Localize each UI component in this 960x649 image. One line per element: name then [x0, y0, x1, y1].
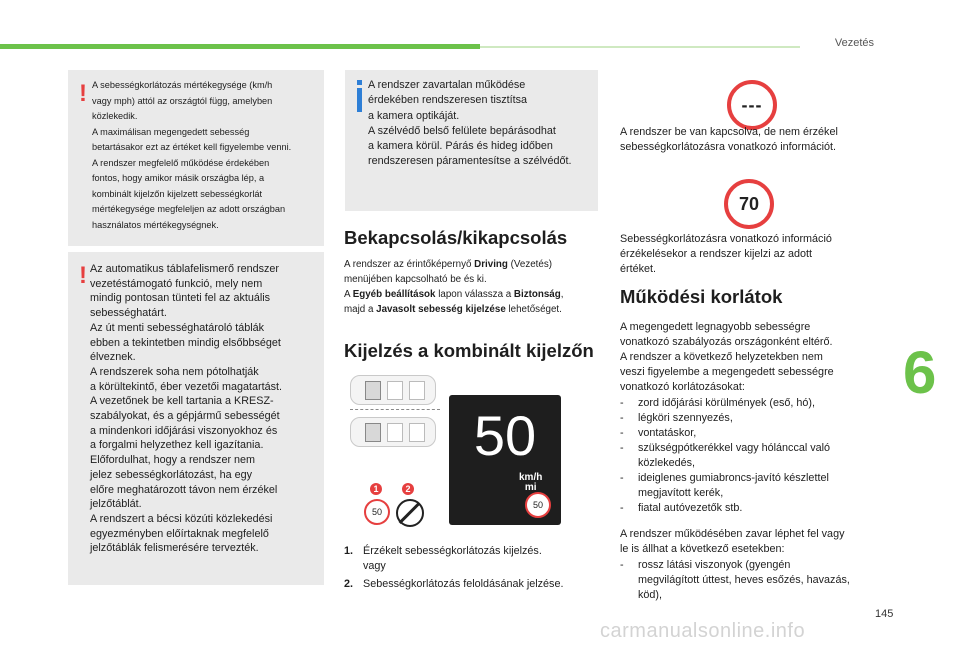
- speed-unit: km/h mi: [519, 472, 543, 493]
- list-item: - légköri szennyezés,: [620, 411, 880, 426]
- list-item: - zord időjárási körülmények (eső, hó),: [620, 396, 880, 411]
- warning-box-system: [68, 252, 324, 585]
- warning-text-units: A sebességkorlátozás mértékegysége (km/h vagy mph) attól az országtól függ, amelyben közlekedik. A maximálisan megengedett sebesség betartásakor ezt az értéket kell figyelembe venni. A rendszer megfelelő működése érdekében fontos, hogy amikor másik országba lép, a kombinált kijelzőn kijelzett sebességkorlát mértékegysége megfeleljen az adott országban használatos mértékegységnek.: [92, 80, 292, 230]
- list-item: - vontatáskor,: [620, 426, 880, 441]
- list-item: - rossz látási viszonyok (gyengén megvilágított úttest, heves esőzés, havazás, köd),: [620, 558, 880, 603]
- cluster-panel-bottom: [350, 417, 436, 447]
- warning-exclamation-icon: !: [79, 262, 87, 289]
- menu-driving: Driving: [474, 259, 508, 270]
- warning-text-system: Az automatikus táblafelismerő rendszer vezetéstámogató funkció, mely nem mindig pontosan tünteti fel az aktuális sebességhatárt. Az út menti sebességhatároló táblák ebben a tekintetben mindig elsőbbséget élveznek. A rendszerek soha nem pótolhatják a körültekintő, éber vezetői magatartást. A vezetőnek be kell tartania a KRESZ- szabályokat, és a gépjármű sebességét a mindenkori időjárási viszonyokhoz és a forgalmi helyzethez kell igazítania. Előfordulhat, hogy a rendszer nem jelez sebességkorlátozást, ha egy előre meghatározott távon nem érzékel jelzőtáblát. A rendszert a bécsi közúti közlekedési egyezményben előírtaknak megfelelő jelzőtáblák felismerésére tervezték.: [90, 263, 283, 555]
- heading-display: Kijelzés a kombinált kijelzőn: [344, 340, 594, 361]
- speed-limit-sign-icon: 50: [364, 499, 390, 525]
- cluster-panel-top: [350, 375, 436, 405]
- onoff-paragraph: A rendszer az érintőképernyő Driving (Vezetés) menüjében kapcsolható be és ki. A Egyéb beállítások lapon válassza a Biztonság, majd a Javasolt sebesség kijelzése lehetőséget.: [344, 259, 564, 315]
- option-safety: Biztonság: [513, 289, 561, 300]
- section-title: Vezetés: [834, 37, 874, 49]
- warning-exclamation-icon: !: [79, 80, 87, 107]
- info-text-camera: A rendszer zavartalan működése érdekében rendszeresen tisztítsa a kamera optikáját. A szélvédő belső felülete bepárásodhat a kamera körül. Párás és hideg időben rendszeresen páramentesítse a szélvédőt.: [368, 79, 572, 168]
- divider-dashed: [350, 409, 440, 410]
- no-limit-sign-icon: ---: [727, 80, 777, 130]
- header-green-bar: [0, 44, 480, 49]
- tab-other-settings: Egyéb beállítások: [352, 289, 436, 300]
- page-number: 145: [875, 608, 894, 620]
- end-of-limit-sign-icon: [396, 499, 424, 527]
- chapter-number: 6: [903, 339, 937, 406]
- cluster-illustration: [344, 365, 600, 535]
- list-item: - szükségpótkerékkel vagy hólánccal való közlekedés,: [620, 441, 880, 471]
- list-item: - ideiglenes gumiabroncs-javító készlettel megjavított kerék,: [620, 471, 880, 501]
- speed-70-sign-icon: 70: [724, 179, 774, 229]
- info-icon: [357, 80, 362, 112]
- paragraph-no-info: A rendszer be van kapcsolva, de nem érzékel sebességkorlátozásra vonatkozó információt.: [620, 126, 838, 153]
- speed-display-screen: [449, 395, 561, 525]
- header-light-bar: [480, 46, 800, 48]
- speed-sign-small: 50: [525, 492, 551, 518]
- info-box-camera: [345, 70, 598, 211]
- malfunction-list: [620, 558, 880, 603]
- watermark: carmanualsonline.info: [600, 620, 806, 642]
- list-item: - fiatal autóvezetők stb.: [620, 501, 880, 516]
- paragraph-limits: A megengedett legnagyobb sebességre vonatkozó szabályozás országonként eltérő. A rendszer a következő helyzetekben nem veszi figyelembe a megengedett sebességre vonatkozó korlátozásokat:: [620, 321, 834, 393]
- speed-value: 50: [473, 404, 537, 467]
- warning-box-units: [68, 70, 324, 246]
- callout-badge-2: 2: [402, 483, 414, 495]
- paragraph-info-shown: Sebességkorlátozásra vonatkozó információ érzékelésekor a rendszer kijelzi az adott értéket.: [620, 233, 832, 275]
- heading-limits: Működési korlátok: [620, 286, 783, 307]
- heading-onoff: Bekapcsolás/kikapcsolás: [344, 227, 568, 248]
- callout-badge-1: 1: [370, 483, 382, 495]
- option-speed-display: Javasolt sebesség kijelzése: [376, 304, 506, 315]
- limits-list: [620, 396, 880, 516]
- paragraph-malfunction: A rendszer működésében zavar léphet fel vagy le is állhat a következő esetekben:: [620, 528, 845, 555]
